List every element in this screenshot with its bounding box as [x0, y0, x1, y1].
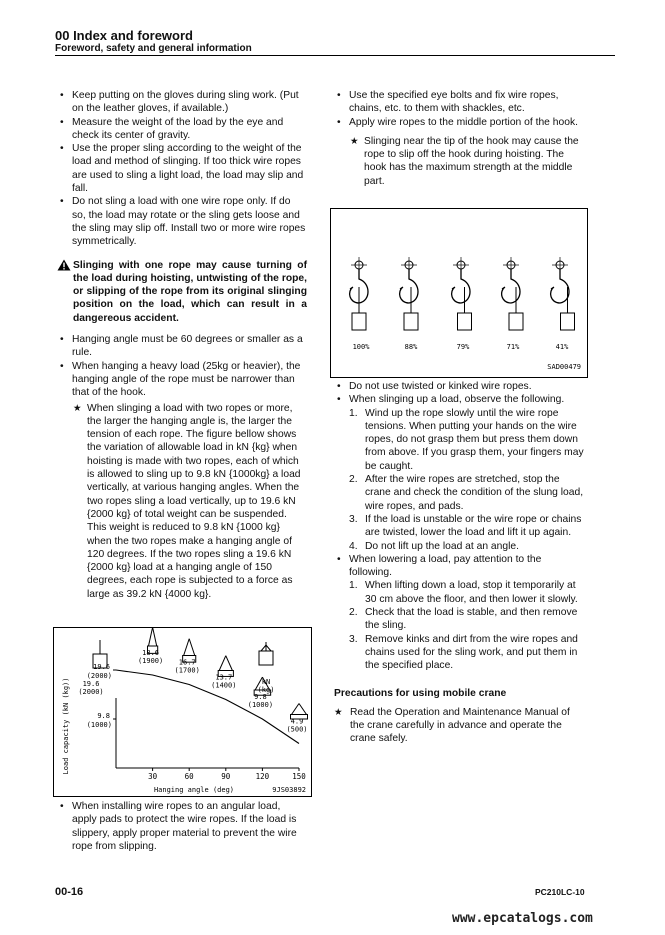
y-tick-label-kn: 9.8: [97, 712, 110, 720]
x-axis-title: Hanging angle (deg): [153, 786, 235, 794]
bullet-gloves: • Keep putting on the gloves during sling work. (Put on the leather gloves, if available.): [57, 89, 307, 116]
hook-strength-figure: [330, 208, 588, 378]
right-column-lower: [334, 380, 586, 746]
step-remove-kinks: 3. Remove kinks and dirt from the wire ropes and chains used for the sling work, and put them in the specified place.: [349, 633, 578, 672]
bullet-eye-bolts: • Use the specified eye bolts and fix wire ropes, chains, etc. to them with shackles, etc.: [334, 89, 586, 116]
x-tick-label: 150: [292, 772, 306, 781]
left-column: [57, 89, 307, 601]
value-label-kn: 9.8: [254, 693, 267, 701]
unit-label-kg: (kg): [257, 686, 275, 694]
step-unstable-load: 3. If the load is unstable or the wire rope or chains are twisted, lower the load and lift it up again.: [349, 513, 582, 539]
value-label-kg: (500): [286, 725, 308, 734]
step-no-angle: 4. Do not lift up the load at an angle.: [349, 540, 519, 552]
header-rule: [55, 55, 615, 56]
left-column-bottom: [57, 800, 307, 853]
warning-block: [57, 259, 307, 325]
bullet-lowering: • When lowering a load, pay attention to the following.: [334, 553, 586, 580]
step-check-condition: 2. After the wire ropes are stretched, stop the crane and check the condition of the slung load, wire ropes, and pads.: [349, 474, 584, 512]
hook-diagram: [452, 257, 472, 351]
hook-percent-label: 100%: [352, 343, 370, 351]
mobile-crane-heading: Precautions for using mobile crane: [334, 687, 507, 699]
value-label-kg: (2000): [78, 688, 104, 696]
hook-diagram: [400, 257, 418, 351]
bullet-heavy-load: • When hanging a heavy load (25kg or heavier), the hanging angle of the rope must be narrower than that of the hook.: [57, 360, 307, 400]
section-subtitle: Foreword, safety and general information: [55, 43, 252, 54]
bullet-one-rope: • Do not sling a load with one wire rope only. If do so, the load may rotate or the sling gets loose and the sling may slip off. Install two or more wire ropes symmetrically.: [57, 195, 307, 248]
hook-percent-label: 79%: [456, 343, 470, 351]
hook-icon: [259, 642, 273, 665]
value-label-kg: (1000): [247, 701, 274, 709]
model-number: PC210LC-10: [535, 887, 585, 897]
value-label-kg: (1700): [174, 666, 200, 675]
x-tick-label: 120: [255, 772, 270, 781]
x-tick-label: 90: [221, 772, 231, 781]
value-label-kn: 16.7: [178, 658, 196, 667]
value-label-kn: 19.6: [82, 680, 100, 688]
value-label-kg: (1900): [137, 657, 164, 665]
step-check-stable: 2. Check that the load is stable, and then remove the sling.: [349, 607, 578, 632]
load-capacity-chart: [53, 627, 312, 797]
note-hook-tip: ★ Slinging near the tip of the hook may cause the rope to slip off the hook during hoisting. The hook has the maximum strength at the middle part.: [350, 135, 586, 188]
x-tick-label: 30: [148, 772, 158, 781]
bullet-twisted-ropes: • Do not use twisted or kinked wire ropes.: [334, 380, 586, 393]
hook-percent-label: 71%: [506, 343, 520, 351]
hook-percent-label: 41%: [555, 343, 569, 351]
value-label-kn: 13.7: [215, 673, 233, 682]
step-wind-up: 1. Wind up the rope slowly until the wire rope tensions. When putting your hands on the wire ropes, do not grasp them but press them down from above. If you grasp them, your fingers may be caught.: [349, 407, 584, 472]
note-two-ropes: ★ When slinging a load with two ropes or more, the larger the hanging angle is, the larger the tension of each rope. The figure bellow shows the variation of allowable load in kN {kg} when hoisting is made with two ropes, each of which is allowed to sling up to 9.8 kN {1000kg} a load vertically, at various hanging angles. When the two ropes sling a load vertically, up to 19.6 kN {2000 kg} of total weight can be suspended. This weight is reduced to 9.8 kN {1000 kg} when the two ropes make a hanging angle of 120 degrees. If the two ropes sling a 19.6 kN {2000 kg} load at a hanging angle of 150 degrees, each rope is subjected to a force as large as 39.2 kN {4000 kg}.: [73, 402, 307, 601]
right-column: [334, 89, 586, 188]
bullet-middle-hook: • Apply wire ropes to the middle portion of the hook.: [334, 116, 586, 129]
figure-id: SAD00479: [547, 363, 581, 371]
step-stop-temporarily: 1. When lifting down a load, stop it temporarily at 30 cm above the floor, and then lower it slowly.: [349, 580, 578, 605]
y-axis-title: Load capacity (kN (kg)): [62, 677, 70, 775]
bullet-angular-load: • When installing wire ropes to an angular load, apply pads to protect the wire ropes. If the load is slippery, apply proper material to prevent the wire rope from slipping.: [57, 800, 307, 853]
y-tick-label-kg: (2000): [86, 672, 112, 680]
value-label-kn: 18.6: [142, 649, 160, 657]
bullet-measure-weight: • Measure the weight of the load by the eye and check its center of gravity.: [57, 116, 307, 143]
value-label-kg: (1400): [211, 681, 237, 690]
unit-label-kn: kN: [261, 678, 271, 686]
warning-triangle-icon: [57, 259, 71, 275]
page-number: 00-16: [55, 886, 84, 898]
value-label-kn: 4.9: [290, 717, 304, 726]
figure-id: 9JS03892: [272, 786, 306, 794]
hook-diagram: [502, 257, 523, 351]
hook-strength-svg: [331, 209, 587, 377]
y-tick-label-kg: (1000): [86, 721, 112, 729]
hook-diagram: [551, 257, 575, 351]
bullet-slinging-up: • When slinging up a load, observe the following.: [334, 393, 586, 406]
warning-text: Slinging with one rope may cause turning of the load during hoisting, untwisting of the rope, or slipping of the rope from its original slinging position on the load, which can result in a dangereous accident.: [73, 259, 307, 324]
hook-diagram: [350, 257, 371, 351]
chapter-title: 00 Index and foreword: [55, 28, 193, 43]
load-capacity-chart-svg: [54, 628, 311, 796]
bullet-hanging-angle: • Hanging angle must be 60 degrees or smaller as a rule.: [57, 333, 307, 360]
bullet-proper-sling: • Use the proper sling according to the weight of the load and method of slinging. If too thick wire ropes are used to sling a light load, the load may slip and fall.: [57, 142, 307, 195]
y-tick-label-kn: 19.6: [93, 663, 110, 671]
watermark: www.epcatalogs.com: [452, 911, 593, 926]
hook-percent-label: 88%: [404, 343, 418, 351]
note-mobile-crane: ★ Read the Operation and Maintenance Manual of the crane carefully in advance and operate the crane safely.: [334, 706, 586, 746]
x-tick-label: 60: [184, 772, 194, 781]
